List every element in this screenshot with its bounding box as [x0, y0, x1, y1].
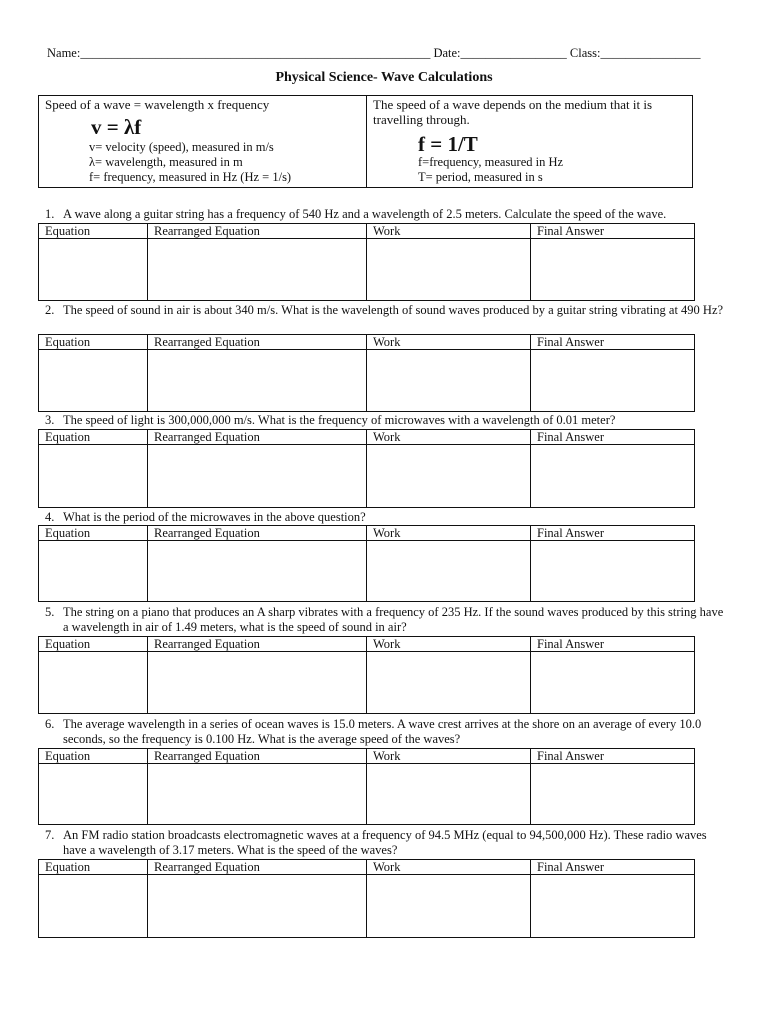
- velocity-definition: v= velocity (speed), measured in m/s: [89, 140, 274, 154]
- work-cell[interactable]: [367, 764, 531, 825]
- header-rearranged-equation: Rearranged Equation: [148, 860, 367, 875]
- rearranged-equation-cell[interactable]: [148, 445, 367, 508]
- frequency-period-panel: [367, 96, 692, 187]
- equation-cell[interactable]: [39, 875, 148, 938]
- header-final-answer: Final Answer: [531, 430, 695, 445]
- answer-table-2: [38, 334, 695, 412]
- equation-cell[interactable]: [39, 445, 148, 508]
- final-answer-cell[interactable]: [531, 350, 695, 412]
- table-header-row: [39, 749, 695, 764]
- frequency-period-formula: f = 1/T: [418, 132, 478, 156]
- answer-table-5: [38, 636, 695, 714]
- frequency-period-definitions: [418, 155, 563, 185]
- rearranged-equation-cell[interactable]: [148, 239, 367, 301]
- table-header-row: [39, 430, 695, 445]
- question-2: [45, 303, 725, 318]
- equation-cell[interactable]: [39, 239, 148, 301]
- header-final-answer: Final Answer: [531, 335, 695, 350]
- header-rearranged-equation: Rearranged Equation: [148, 526, 367, 541]
- final-answer-cell[interactable]: [531, 239, 695, 301]
- question-text: The speed of light is 300,000,000 m/s. What is the frequency of microwaves with a wavelength of 0.01 meter?: [63, 413, 616, 427]
- work-cell[interactable]: [367, 652, 531, 714]
- question-text: What is the period of the microwaves in the above question?: [63, 510, 366, 524]
- equation-cell[interactable]: [39, 541, 148, 602]
- wave-speed-panel: [39, 96, 367, 187]
- question-number: 6.: [45, 717, 55, 731]
- medium-note-line1: The speed of a wave depends on the medium that it is: [373, 97, 653, 112]
- header-work: Work: [367, 526, 531, 541]
- medium-note-line2: travelling through.: [373, 112, 470, 127]
- header-work: Work: [367, 749, 531, 764]
- answer-table-6: [38, 748, 695, 825]
- header-equation: Equation: [39, 860, 148, 875]
- question-text: The speed of sound in air is about 340 m/s. What is the wavelength of sound waves produced by a guitar string vibrating at 490 Hz?: [63, 303, 724, 317]
- table-header-row: [39, 860, 695, 875]
- header-work: Work: [367, 860, 531, 875]
- question-7: [45, 828, 725, 858]
- header-work: Work: [367, 335, 531, 350]
- answer-table-3: [38, 429, 695, 508]
- question-text: The average wavelength in a series of ocean waves is 15.0 meters. A wave crest arrives at the shore on an average of every 10.0 seconds, so the frequency is 0.100 Hz. What is the average speed of the waves?: [63, 717, 702, 746]
- name-date-class-line: Name:________________________________________________________ Date:_________________ Class:________________: [47, 46, 701, 60]
- header-equation: Equation: [39, 526, 148, 541]
- equation-cell[interactable]: [39, 652, 148, 714]
- question-text: A wave along a guitar string has a frequency of 540 Hz and a wavelength of 2.5 meters. Calculate the speed of the wave.: [63, 207, 667, 221]
- header-work: Work: [367, 430, 531, 445]
- question-number: 3.: [45, 413, 55, 427]
- answer-row: [39, 350, 695, 412]
- table-header-row: [39, 637, 695, 652]
- work-cell[interactable]: [367, 445, 531, 508]
- header-final-answer: Final Answer: [531, 526, 695, 541]
- answer-row: [39, 875, 695, 938]
- equation-cell[interactable]: [39, 350, 148, 412]
- header-equation: Equation: [39, 637, 148, 652]
- rearranged-equation-cell[interactable]: [148, 875, 367, 938]
- answer-row: [39, 541, 695, 602]
- question-4: [45, 510, 725, 525]
- work-cell[interactable]: [367, 875, 531, 938]
- header-final-answer: Final Answer: [531, 749, 695, 764]
- final-answer-cell[interactable]: [531, 875, 695, 938]
- work-cell[interactable]: [367, 350, 531, 412]
- question-number: 1.: [45, 207, 55, 221]
- period-unit-definition: T= period, measured in s: [418, 170, 543, 184]
- header-rearranged-equation: Rearranged Equation: [148, 637, 367, 652]
- header-rearranged-equation: Rearranged Equation: [148, 335, 367, 350]
- rearranged-equation-cell[interactable]: [148, 652, 367, 714]
- question-number: 7.: [45, 828, 55, 842]
- rearranged-equation-cell[interactable]: [148, 764, 367, 825]
- final-answer-cell[interactable]: [531, 764, 695, 825]
- header-equation: Equation: [39, 224, 148, 239]
- final-answer-cell[interactable]: [531, 541, 695, 602]
- rearranged-equation-cell[interactable]: [148, 350, 367, 412]
- question-6: [45, 717, 725, 747]
- question-number: 2.: [45, 303, 55, 317]
- work-cell[interactable]: [367, 541, 531, 602]
- question-3: [45, 413, 725, 428]
- formula-info-box: [38, 95, 693, 188]
- page-title: Physical Science- Wave Calculations: [275, 70, 493, 85]
- header-work: Work: [367, 637, 531, 652]
- table-header-row: [39, 335, 695, 350]
- question-number: 5.: [45, 605, 55, 619]
- question-5: [45, 605, 725, 635]
- header-final-answer: Final Answer: [531, 224, 695, 239]
- wavelength-definition: λ= wavelength, measured in m: [89, 155, 243, 169]
- frequency-unit-definition: f=frequency, measured in Hz: [418, 155, 564, 169]
- equation-cell[interactable]: [39, 764, 148, 825]
- header-equation: Equation: [39, 749, 148, 764]
- question-number: 4.: [45, 510, 55, 524]
- question-1: [45, 207, 725, 222]
- header-equation: Equation: [39, 335, 148, 350]
- question-text: An FM radio station broadcasts electromagnetic waves at a frequency of 94.5 MHz (equal to 94,500,000 Hz). These radio waves have a wavelength of 3.17 meters. What is the speed of the waves?: [63, 828, 707, 857]
- header-rearranged-equation: Rearranged Equation: [148, 224, 367, 239]
- answer-row: [39, 764, 695, 825]
- wave-speed-formula: v = λf: [91, 115, 142, 139]
- header-rearranged-equation: Rearranged Equation: [148, 430, 367, 445]
- header-equation: Equation: [39, 430, 148, 445]
- table-header-row: [39, 224, 695, 239]
- answer-table-1: [38, 223, 695, 301]
- frequency-definition: f= frequency, measured in Hz (Hz = 1/s): [89, 170, 292, 184]
- answer-table-4: [38, 525, 695, 602]
- header-final-answer: Final Answer: [531, 860, 695, 875]
- wave-speed-definition: Speed of a wave = wavelength x frequency: [45, 97, 270, 112]
- answer-row: [39, 445, 695, 508]
- answer-row: [39, 239, 695, 301]
- table-header-row: [39, 526, 695, 541]
- answer-row: [39, 652, 695, 714]
- rearranged-equation-cell[interactable]: [148, 541, 367, 602]
- header-work: Work: [367, 224, 531, 239]
- question-text: The string on a piano that produces an A sharp vibrates with a frequency of 235 Hz. If the sound waves produced by this string have a wavelength in air of 1.49 meters, what is the speed of sound in air?: [63, 605, 724, 634]
- work-cell[interactable]: [367, 239, 531, 301]
- header-final-answer: Final Answer: [531, 637, 695, 652]
- final-answer-cell[interactable]: [531, 445, 695, 508]
- answer-table-7: [38, 859, 695, 938]
- header-rearranged-equation: Rearranged Equation: [148, 749, 367, 764]
- final-answer-cell[interactable]: [531, 652, 695, 714]
- wave-speed-variable-definitions: [89, 140, 291, 185]
